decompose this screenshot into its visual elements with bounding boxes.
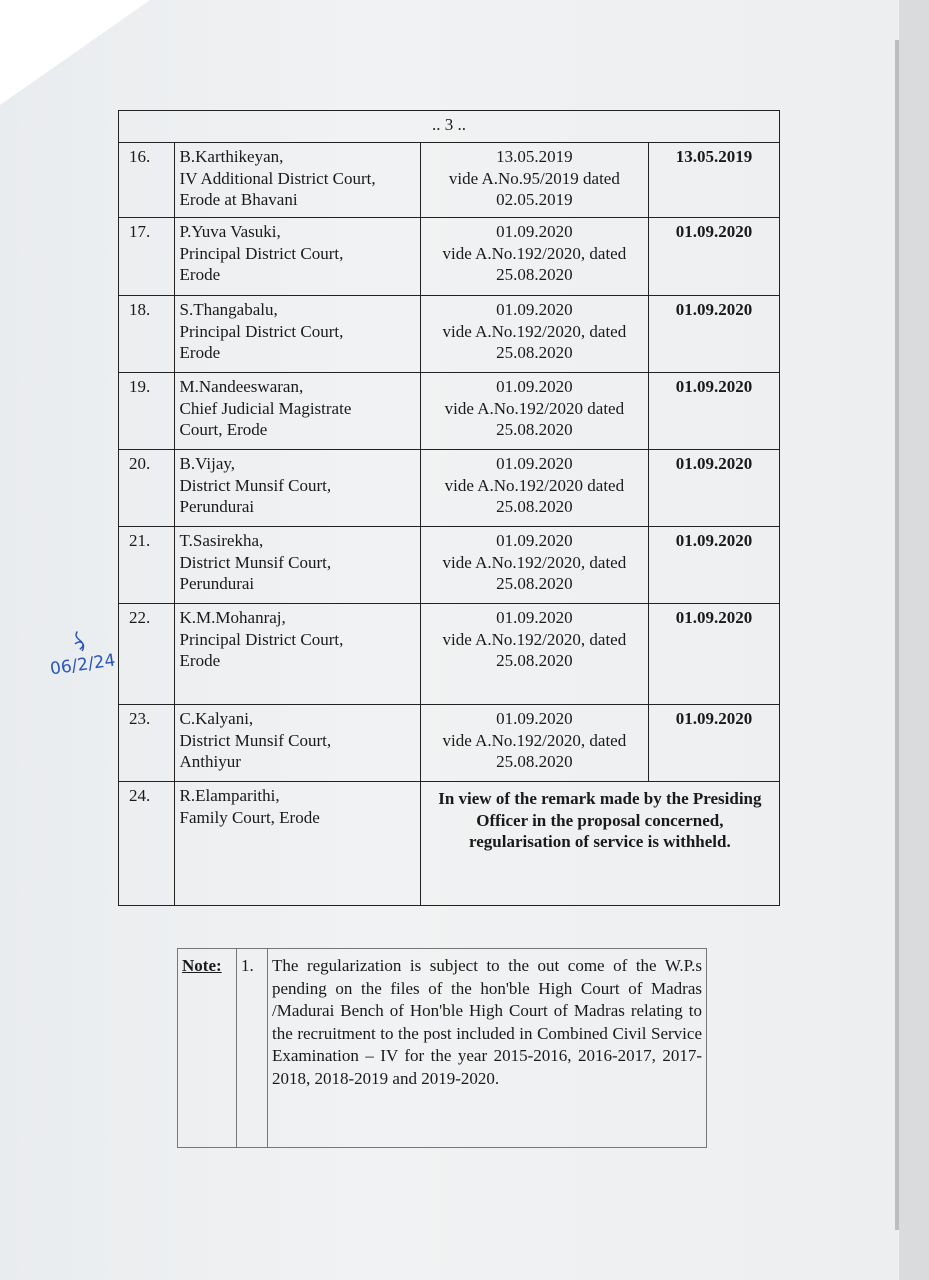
reference-line: vide A.No.192/2020, dated	[442, 243, 627, 263]
page-marker: .. 3 ..	[119, 111, 780, 143]
table-row	[119, 296, 780, 373]
name-line: P.Yuva Vasuki,	[179, 222, 281, 241]
reference-line: 01.09.2020	[496, 222, 573, 241]
joining-date-reference	[420, 604, 648, 705]
name-line: Erode	[179, 651, 221, 670]
note-label: Note:	[178, 949, 237, 1148]
reference-line: vide A.No.192/2020 dated	[444, 398, 625, 418]
reference-line: 25.08.2020	[496, 420, 573, 439]
reference-line: 25.08.2020	[496, 651, 573, 670]
joining-date-reference	[420, 143, 648, 218]
employee-name-court	[174, 604, 420, 705]
name-line: M.Nandeeswaran,	[179, 377, 304, 396]
name-line: C.Kalyani,	[179, 709, 254, 728]
joining-date-reference	[420, 705, 648, 782]
reference-line: 01.09.2020	[496, 709, 573, 728]
note-number: 1.	[237, 949, 268, 1148]
name-line: District Munsif Court,	[179, 730, 332, 750]
reference-line: 01.09.2020	[496, 300, 573, 319]
serial-number: 24.	[119, 782, 175, 906]
reference-line: 02.05.2019	[496, 190, 573, 209]
reference-line: 25.08.2020	[496, 343, 573, 362]
reference-line: vide A.No.192/2020, dated	[442, 730, 627, 750]
table-row	[119, 604, 780, 705]
employee-name-court	[174, 143, 420, 218]
employee-name-court	[174, 450, 420, 527]
name-line: Chief Judicial Magistrate	[179, 398, 352, 418]
employee-name-court	[174, 218, 420, 296]
serial-number: 20.	[119, 450, 175, 527]
name-line: Erode	[179, 343, 221, 362]
regularisation-table	[118, 110, 780, 906]
name-line: Principal District Court,	[179, 321, 344, 341]
table-row	[119, 782, 780, 906]
name-line: Court, Erode	[179, 420, 268, 439]
serial-number: 17.	[119, 218, 175, 296]
reference-line: vide A.No.192/2020 dated	[444, 475, 625, 495]
name-line: Perundurai	[179, 574, 255, 593]
serial-number: 19.	[119, 373, 175, 450]
name-line: Family Court, Erode	[179, 807, 320, 827]
name-line: District Munsif Court,	[179, 475, 332, 495]
name-line: S.Thangabalu,	[179, 300, 278, 319]
reference-line: 01.09.2020	[496, 531, 573, 550]
employee-name-court	[174, 296, 420, 373]
regularisation-date: 01.09.2020	[649, 450, 780, 527]
regularisation-date: 13.05.2019	[649, 143, 780, 218]
table-row	[119, 373, 780, 450]
serial-number: 18.	[119, 296, 175, 373]
name-line: K.M.Mohanraj,	[179, 608, 286, 627]
name-line: T.Sasirekha,	[179, 531, 264, 550]
reference-line: vide A.No.95/2019 dated	[448, 168, 620, 188]
table-row	[119, 218, 780, 296]
joining-date-reference	[420, 527, 648, 604]
remark: In view of the remark made by the Presiding Officer in the proposal concerned, regularisation of service is withheld.	[420, 782, 779, 906]
scan-shadow	[895, 40, 899, 1230]
joining-date-reference	[420, 218, 648, 296]
employee-name-court	[174, 527, 420, 604]
name-line: IV Additional District Court,	[179, 168, 376, 188]
table-row	[119, 527, 780, 604]
name-line: Principal District Court,	[179, 629, 344, 649]
joining-date-reference	[420, 450, 648, 527]
regularisation-date: 01.09.2020	[649, 296, 780, 373]
note-box	[177, 948, 707, 1148]
regularisation-date: 01.09.2020	[649, 604, 780, 705]
regularisation-date: 01.09.2020	[649, 705, 780, 782]
reference-line: 13.05.2019	[496, 147, 573, 166]
page-marker-row	[119, 111, 780, 143]
scan-edge	[899, 0, 929, 1280]
table-row	[119, 143, 780, 218]
name-line: Anthiyur	[179, 752, 241, 771]
signature-scribble-icon	[65, 627, 99, 661]
employee-name-court	[174, 782, 420, 906]
joining-date-reference	[420, 373, 648, 450]
reference-line: 01.09.2020	[496, 377, 573, 396]
serial-number: 23.	[119, 705, 175, 782]
folded-corner	[0, 0, 150, 105]
handwritten-signature	[49, 651, 117, 680]
table-row	[119, 450, 780, 527]
joining-date-reference	[420, 296, 648, 373]
name-line: District Munsif Court,	[179, 552, 332, 572]
serial-number: 16.	[119, 143, 175, 218]
regularisation-date: 01.09.2020	[649, 527, 780, 604]
reference-line: 25.08.2020	[496, 752, 573, 771]
reference-line: vide A.No.192/2020, dated	[442, 552, 627, 572]
reference-line: 25.08.2020	[496, 497, 573, 516]
reference-line: 25.08.2020	[496, 574, 573, 593]
serial-number: 22.	[119, 604, 175, 705]
reference-line: 01.09.2020	[496, 608, 573, 627]
name-line: R.Elamparithi,	[179, 786, 280, 805]
name-line: Erode at Bhavani	[179, 190, 298, 209]
employee-name-court	[174, 705, 420, 782]
name-line: B.Karthikeyan,	[179, 147, 284, 166]
regularisation-date: 01.09.2020	[649, 373, 780, 450]
signature-date: 06/2/24	[48, 650, 117, 680]
name-line: Perundurai	[179, 497, 255, 516]
name-line: Principal District Court,	[179, 243, 344, 263]
reference-line: 01.09.2020	[496, 454, 573, 473]
regularisation-date: 01.09.2020	[649, 218, 780, 296]
note-text: The regularization is subject to the out come of the W.P.s pending on the files of the hon'ble High Court of Madras /Madurai Bench of Hon'ble High Court of Madras relating to the recruitment to the post included in Combined Civil Service Examination – IV for the year 2015-2016, 2016-2017, 2017-2018, 2018-2019 and 2019-2020.	[268, 949, 707, 1148]
employee-name-court	[174, 373, 420, 450]
reference-line: vide A.No.192/2020, dated	[442, 321, 627, 341]
reference-line: vide A.No.192/2020, dated	[442, 629, 627, 649]
name-line: B.Vijay,	[179, 454, 236, 473]
name-line: Erode	[179, 265, 221, 284]
serial-number: 21.	[119, 527, 175, 604]
table-row	[119, 705, 780, 782]
reference-line: 25.08.2020	[496, 265, 573, 284]
